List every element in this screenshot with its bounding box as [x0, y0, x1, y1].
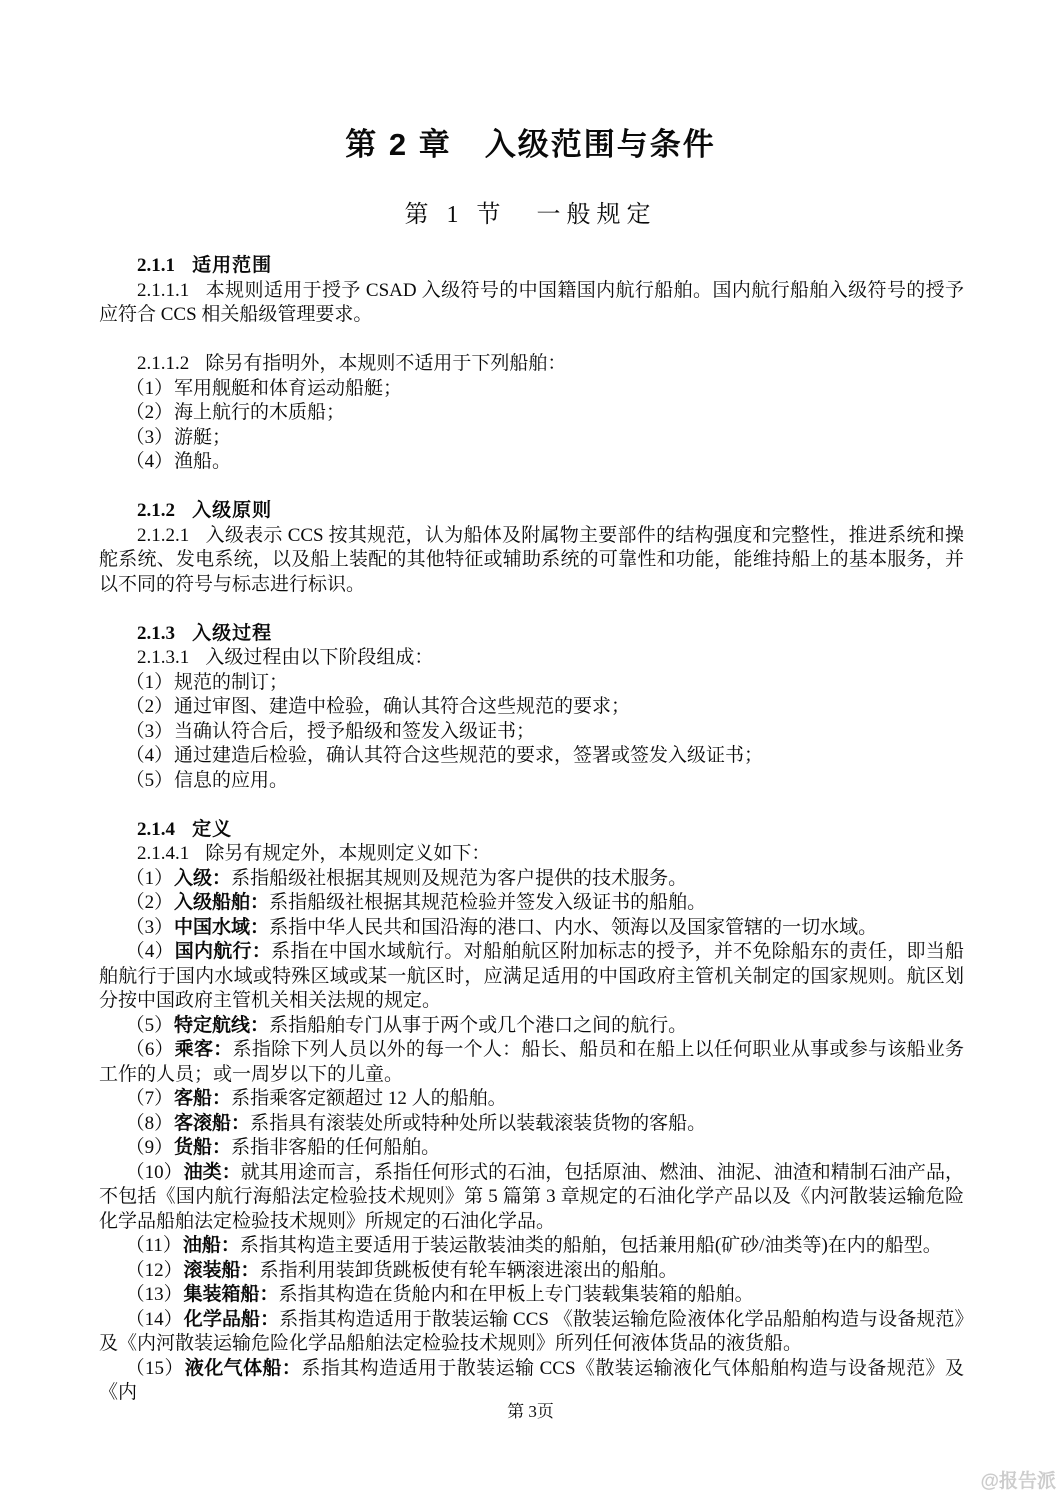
paragraph-number: 2.1.1.1 — [137, 279, 190, 301]
body-text: 系指非客船的任何船舶。 — [231, 1137, 441, 1158]
list-item — [99, 744, 964, 769]
body-text: 通过审图、建造中检验，确认其符合这些规范的要求； — [174, 696, 631, 717]
list-item — [99, 695, 964, 720]
page-number: 第 3页 — [507, 1402, 554, 1421]
body-text: 系指中华人民共和国沿海的港口、内水、领海以及国家管辖的一切水域。 — [269, 916, 878, 938]
paragraph — [99, 646, 964, 671]
item-number: （10） — [125, 1161, 183, 1183]
item-number: （5） — [125, 1014, 174, 1036]
body-text: 本规则适用于授予 CSAD 入级符号的中国籍国内航行船舶。国内航行船舶入级符号的授予应符合 CCS 相关船级管理要求。 — [99, 279, 964, 325]
defined-term: 货船： — [174, 1137, 232, 1158]
body-text: 就其用途而言，系指任何形式的石油，包括原油、燃油、油泥、油渣和精制石油产品，不包括《国内航行海船法定检验技术规则》第 5 篇第 3 章规定的石油化学产品以及《内河散装运输危险化学品船舶法定检验技术规则》所规定的石油化学品。 — [99, 1161, 964, 1232]
list-item — [99, 1112, 964, 1137]
body-text: 除另有指明外，本规则不适用于下列船舶： — [205, 353, 567, 374]
clause-section — [99, 818, 964, 1406]
item-number: （3） — [125, 720, 174, 742]
body-text: 系指其构造适用于散装运输 CCS 《散装运输危险液体化学品船舶构造与设备规范》及《内河散装运输危险化学品船舶法定检验技术规则》所列任何液体货品的液货船。 — [99, 1308, 964, 1354]
clause-number: 2.1.4 — [137, 818, 175, 840]
body-text: 系指船级社根据其规则及规范为客户提供的技术服务。 — [231, 867, 688, 889]
watermark: @报告派 — [980, 1471, 1056, 1492]
list-item — [99, 1283, 964, 1308]
defined-term: 油类： — [183, 1161, 241, 1183]
clause-heading — [99, 254, 964, 279]
list-item — [99, 1038, 964, 1087]
clause-number: 2.1.3 — [137, 622, 175, 644]
item-number: （15） — [125, 1357, 184, 1379]
body-text: 系指其构造主要适用于装运散装油类的船舶，包括兼用船(矿砂/油类等)在内的船型。 — [239, 1235, 942, 1256]
body-text: 系指其构造适用于散装运输 CCS《散装运输液化气体船舶构造与设备规范》及《内 — [99, 1357, 964, 1403]
list-item — [99, 1087, 964, 1112]
body-text: 除另有规定外，本规则定义如下： — [205, 843, 491, 864]
item-number: （3） — [125, 426, 174, 448]
body-text: 信息的应用。 — [174, 769, 289, 791]
clause-heading — [99, 622, 964, 647]
paragraph — [99, 352, 964, 377]
list-item — [99, 1161, 964, 1235]
paragraph-number: 2.1.2.1 — [137, 524, 190, 546]
body-text: 系指具有滚装处所或特种处所以装载滚装货物的客船。 — [250, 1112, 707, 1134]
clause-section — [99, 499, 964, 597]
item-number: （4） — [125, 941, 174, 962]
item-number: （3） — [125, 916, 174, 938]
item-number: （5） — [125, 769, 174, 791]
clause-number: 2.1.2 — [137, 500, 175, 521]
paragraph — [99, 524, 964, 598]
clause-heading — [99, 818, 964, 843]
item-number: （1） — [125, 377, 174, 399]
item-number: （1） — [125, 671, 174, 693]
defined-term: 液化气体船： — [184, 1357, 302, 1379]
list-item — [99, 1014, 964, 1039]
list-item — [99, 1308, 964, 1357]
body-text: 系指利用装卸货跳板使有轮车辆滚进滚出的船舶。 — [259, 1259, 678, 1281]
list-item — [99, 671, 964, 696]
list-item — [99, 1259, 964, 1284]
body-text: 通过建造后检验，确认其符合这些规范的要求，签署或签发入级证书； — [174, 745, 764, 766]
defined-term: 化学品船： — [183, 1308, 280, 1330]
body-text: 入级过程由以下阶段组成： — [205, 647, 434, 668]
paragraph-number: 2.1.1.2 — [137, 353, 190, 374]
paragraph — [99, 842, 964, 867]
item-number: （11） — [125, 1235, 182, 1256]
paragraph — [99, 279, 964, 328]
document-body — [99, 254, 964, 1406]
body-text: 游艇； — [174, 426, 232, 448]
body-text: 当确认符合后，授予船级和签发入级证书； — [174, 720, 536, 742]
body-text: 渔船。 — [174, 451, 232, 472]
list-item — [99, 940, 964, 1014]
body-text: 系指在中国水域航行。对船舶航区附加标志的授予，并不免除船东的责任，即当船舶航行于国内水域或特殊区域或某一航区时，应满足适用的中国政府主管机关制定的国家规则。航区划分按中国政府主管机关相关法规的规定。 — [99, 941, 964, 1011]
item-number: （12） — [125, 1259, 183, 1281]
clause-heading — [99, 499, 964, 524]
clause-title: 适用范围 — [192, 255, 273, 276]
body-text: 入级表示 CCS 按其规范，认为船体及附属物主要部件的结构强度和完整性，推进系统和操舵系统、发电系统，以及船上装配的其他特征或辅助系统的可靠性和功能，能维持船上的基本服务，并以不同的符号与标志进行标识。 — [99, 524, 964, 595]
item-number: （7） — [125, 1088, 174, 1109]
item-number: （8） — [125, 1112, 174, 1134]
body-text: 规范的制订； — [174, 671, 289, 693]
body-text: 系指乘客定额超过 12 人的船舶。 — [231, 1088, 507, 1109]
item-number: （13） — [125, 1284, 183, 1305]
list-item — [99, 401, 964, 426]
defined-term: 客船： — [174, 1088, 232, 1109]
paragraph-number: 2.1.4.1 — [137, 843, 190, 864]
list-item — [99, 867, 964, 892]
defined-term: 客滚船： — [174, 1112, 251, 1134]
body-text: 军用舰艇和体育运动船艇； — [174, 377, 403, 399]
item-number: （4） — [125, 745, 174, 766]
defined-term: 滚装船： — [183, 1259, 260, 1281]
item-number: （4） — [125, 451, 174, 472]
item-number: （6） — [125, 1039, 174, 1060]
item-number: （1） — [125, 867, 174, 889]
body-text: 系指船舶专门从事于两个或几个港口之间的航行。 — [269, 1014, 688, 1036]
defined-term: 入级： — [174, 867, 232, 889]
section-title: 第 1 节 一般规定 — [404, 202, 657, 228]
defined-term: 特定航线： — [174, 1014, 270, 1036]
clause-title: 入级过程 — [192, 622, 273, 644]
list-item — [99, 1234, 964, 1259]
list-item — [99, 891, 964, 916]
list-item — [99, 1136, 964, 1161]
clause-section — [99, 254, 964, 475]
item-number: （2） — [125, 892, 174, 913]
defined-term: 集装箱船： — [183, 1284, 279, 1305]
list-item — [99, 720, 964, 745]
body-text: 系指其构造在货舱内和在甲板上专门装载集装箱的船舶。 — [278, 1284, 754, 1305]
list-item — [99, 916, 964, 941]
list-item — [99, 426, 964, 451]
clause-title: 定义 — [192, 818, 233, 840]
item-number: （14） — [125, 1308, 183, 1330]
defined-term: 入级船舶： — [174, 892, 270, 913]
list-item — [99, 1357, 964, 1406]
paragraph-number: 2.1.3.1 — [137, 647, 190, 668]
item-number: （9） — [125, 1137, 174, 1158]
defined-term: 乘客： — [174, 1039, 233, 1060]
defined-term: 中国水域： — [174, 916, 270, 938]
body-text: 系指除下列人员以外的每一个人：船长、船员和在船上以任何职业从事或参与该船业务工作的人员；或一周岁以下的儿童。 — [99, 1039, 964, 1085]
item-number: （2） — [125, 402, 174, 423]
item-number: （2） — [125, 696, 174, 717]
clause-section — [99, 622, 964, 794]
body-text: 海上航行的木质船； — [174, 402, 346, 423]
list-item — [99, 769, 964, 794]
chapter-title: 第 2 章 入级范围与条件 — [345, 127, 716, 162]
list-item — [99, 450, 964, 475]
body-text: 系指船级社根据其规范检验并签发入级证书的船舶。 — [269, 892, 707, 913]
clause-title: 入级原则 — [192, 500, 273, 521]
clause-number: 2.1.1 — [137, 255, 175, 276]
defined-term: 油船： — [182, 1235, 240, 1256]
list-item — [99, 377, 964, 402]
defined-term: 国内航行： — [174, 941, 272, 962]
